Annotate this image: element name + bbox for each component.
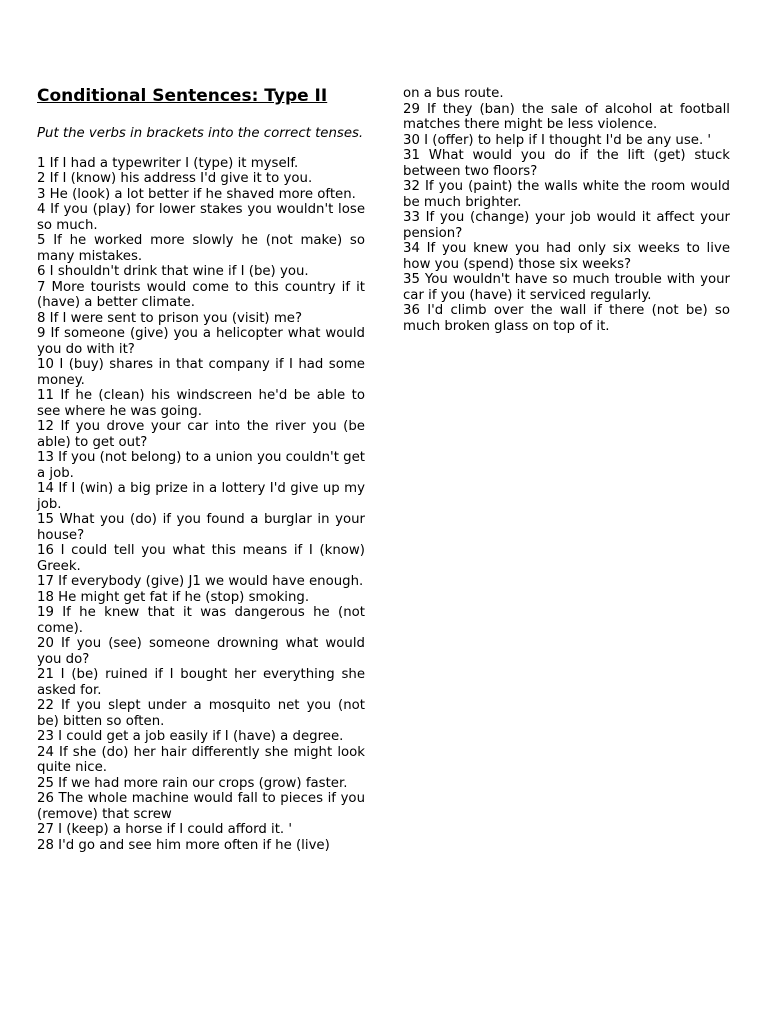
left-column — [37, 86, 365, 853]
exercise-item: 36 I'd climb over the wall if there (not be) so much broken glass on top of it. — [403, 303, 730, 334]
exercise-item: 15 What you (do) if you found a burglar in your house? — [37, 512, 365, 543]
exercise-item: 3 He (look) a lot better if he shaved more often. — [37, 186, 356, 202]
exercise-item: 30 I (offer) to help if I thought I'd be any use. ' — [403, 132, 712, 148]
exercise-item: 26 The whole machine would fall to pieces if you (remove) that screw — [37, 791, 365, 822]
right-column — [403, 86, 730, 334]
exercise-item: 27 I (keep) a horse if I could afford it. ' — [37, 822, 293, 837]
exercise-item: 23 I could get a job easily if I (have) a degree. — [37, 729, 344, 744]
exercise-list-right — [403, 86, 730, 334]
exercise-item: 21 I (be) ruined if I bought her everything she asked for. — [37, 667, 365, 698]
exercise-item: 34 If you knew you had only six weeks to live how you (spend) those six weeks? — [403, 241, 730, 272]
exercise-item: 4 If you (play) for lower stakes you wouldn't lose so much. — [37, 202, 365, 233]
instructions: Put the verbs in brackets into the correct tenses. — [37, 126, 364, 141]
exercise-item: 14 If I (win) a big prize in a lottery I'd give up my job. — [37, 481, 365, 512]
exercise-item: 35 You wouldn't have so much trouble with your car if you (have) it serviced regularly. — [403, 272, 730, 303]
exercise-item: 1 If I had a typewriter I (type) it myself. — [37, 155, 299, 171]
exercise-item: 18 He might get fat if he (stop) smoking. — [37, 589, 310, 605]
exercise-item: 24 If she (do) her hair differently she might look quite nice. — [37, 744, 365, 775]
exercise-item: 12 If you drove your car into the river you (be able) to get out? — [37, 419, 365, 450]
worksheet-title: Conditional Sentences: Type II — [37, 86, 328, 106]
exercise-item: 11 If he (clean) his windscreen he'd be able to see where he was going. — [37, 388, 365, 419]
exercise-item: 7 More tourists would come to this country if it (have) a better climate. — [37, 279, 365, 310]
exercise-item: 25 If we had more rain our crops (grow) faster. — [37, 775, 348, 791]
exercise-item: 19 If he knew that it was dangerous he (not come). — [37, 605, 365, 636]
exercise-item: 33 If you (change) your job would it affect your pension? — [403, 210, 730, 241]
exercise-item: on a bus route. — [403, 86, 504, 101]
exercise-item: 6 I shouldn't drink that wine if I (be) you. — [37, 264, 309, 279]
exercise-item: 8 If I were sent to prison you (visit) me? — [37, 310, 303, 326]
exercise-item: 2 If I (know) his address I'd give it to you. — [37, 171, 313, 186]
exercise-item: 16 I could tell you what this means if I (know) Greek. — [37, 543, 365, 574]
exercise-item: 20 If you (see) someone drowning what would you do? — [37, 636, 365, 667]
exercise-item: 22 If you slept under a mosquito net you (not be) bitten so often. — [37, 698, 365, 729]
exercise-item: 28 I'd go and see him more often if he (live) — [37, 837, 330, 853]
exercise-item: 17 If everybody (give) J1 we would have enough. — [37, 574, 364, 589]
exercise-item: 5 If he worked more slowly he (not make) so many mistakes. — [37, 233, 365, 264]
exercise-list-left — [37, 156, 365, 854]
exercise-item: 29 If they (ban) the sale of alcohol at football matches there might be less violence. — [403, 101, 730, 132]
exercise-item: 13 If you (not belong) to a union you couldn't get a job. — [37, 450, 365, 481]
exercise-item: 10 I (buy) shares in that company if I had some money. — [37, 357, 365, 388]
exercise-item: 32 If you (paint) the walls white the room would be much brighter. — [403, 179, 730, 210]
exercise-item: 9 If someone (give) you a helicopter what would you do with it? — [37, 326, 365, 357]
exercise-item: 31 What would you do if the lift (get) stuck between two floors? — [403, 148, 730, 179]
